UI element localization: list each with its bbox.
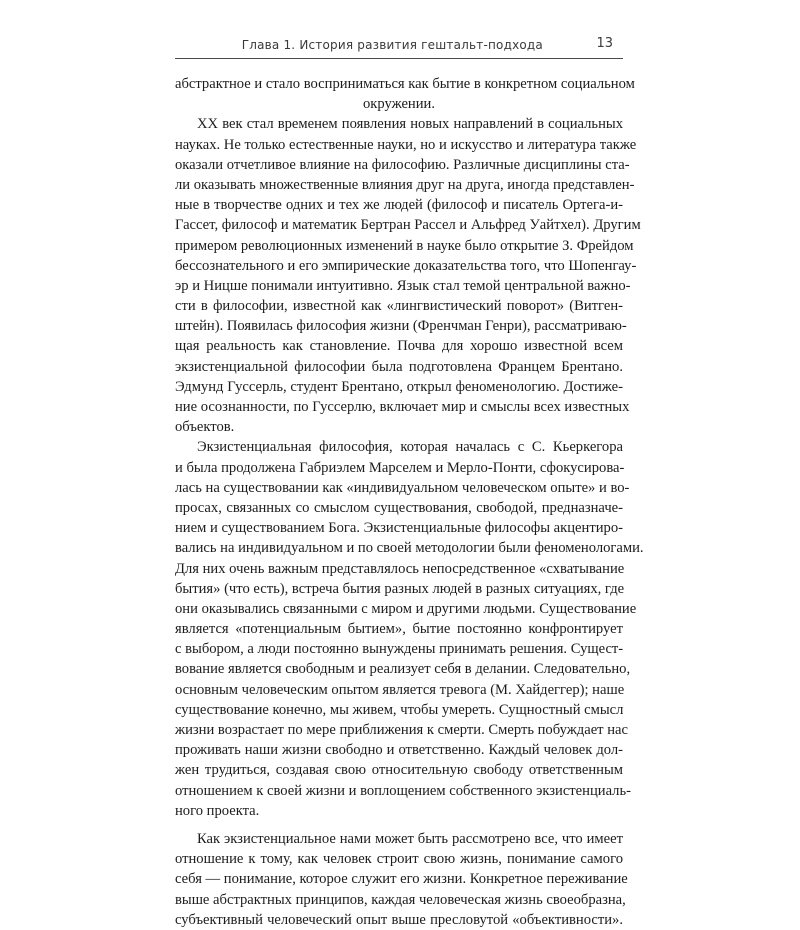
text-line: Гассет, философ и математик Бертран Рассел и Альфред Уайтхел). Другим [175,217,641,234]
text-line: эр и Ницше понимали интуитивно. Язык стал темой центральной важно- [175,277,631,294]
text-line: проживать наши жизни свободно и ответственно. Каждый человек дол- [175,742,623,759]
text-line: ного проекта. [175,802,260,819]
text-line: штейн). Появилась философия жизни (Френчман Генри), рассматриваю- [175,318,627,335]
text-line: вались на индивидуальном и по своей методологии были феноменологами. [175,540,644,557]
text-line: себя — понимание, которое служит его жизни. Конкретное переживание [175,871,628,888]
text-line: бытия» (что есть), встреча бытия разных людей в разных ситуациях, где [175,580,625,597]
text-line: субъективный человеческий опыт выше пресловутой «объективности». [175,911,623,928]
text-line: Как экзистенциальное нами может быть рассмотрено все, что имеет [197,830,623,847]
text-line: с выбором, а люди постоянно вынуждены принимать решения. Сущест- [175,641,624,658]
text-line: отношением к своей жизни и воплощением собственного экзистенциаль- [175,782,631,799]
text-line: жизни возрастает по мере приближения к смерти. Смерть побуждает нас [175,722,628,738]
paragraph [175,437,644,821]
text-line: абстрактное и стало восприниматься как бытие в конкретном социальном [175,76,635,92]
text-line: экзистенциальной философии была подготовлена Францем Брентано. [175,358,623,375]
paragraph [175,829,628,930]
text-line: основным человеческим опытом является тревога (М. Хайдеггер); наше [175,681,625,698]
chapter-running-title: Глава 1. История развития гештальт-подхода [241,38,543,52]
text-line: оказали отчетливое влияние на философию. Различные дисциплины ста- [175,156,630,173]
text-line: и была продолжена Габриэлем Марселем и Мерло-Понти, сфокусирова- [175,459,625,476]
text-line: примером революционных изменений в науке было открытие З. Фрейдом [175,237,634,254]
text-line: ние осознанности, по Гуссерлю, включает мир и смыслы всех известных [175,399,630,415]
running-header [175,36,623,59]
text-line: выше абстрактных принципов, каждая человеческая жизнь своеобразна, [175,891,626,908]
text-line: лась на существовании как «индивидуальном человеческом опыте» и во- [175,479,630,496]
text-line: они оказывались связанными с миром и другими людьми. Существование [175,600,637,617]
text-line: жен трудиться, создавая свою относительную свободу ответственным [175,762,623,779]
text-line: объектов. [175,419,235,436]
paragraph [175,114,641,437]
text-line: вование является свободным и реализует себя в делании. Следовательно, [175,661,631,678]
text-line: существование конечно, мы живем, чтобы умереть. Сущностный смысл [175,701,624,718]
text-line: Для них очень важным представлялось непосредственное «схватывание [175,560,625,577]
text-line: отношение к тому, как человек строит свою жизнь, понимание самого [175,851,623,868]
text-line: щая реальность как становление. Почва для хорошо известной всем [175,338,623,355]
text-line: бессознательного и его эмпирические доказательства того, что Шопенгау- [175,257,637,274]
text-line: нием и существованием Бога. Экзистенциальные философы акцентиро- [175,520,623,537]
text-line: Эдмунд Гуссерль, студент Брентано, открыл феноменологию. Достиже- [175,378,623,395]
text-line: просах, связанных со смыслом существования, свободой, предназначе- [175,499,623,516]
text-line: науках. Не только естественные науки, но и искусство и литература также [175,136,637,153]
text-line: XX век стал временем появления новых направлений в социальных [197,116,623,133]
body-text [175,74,644,930]
text-line: окружении. [362,96,436,113]
text-line: является «потенциальным бытием», бытие постоянно конфронтирует [175,621,623,638]
text-line: сти в философии, известной как «лингвистический поворот» (Витген- [175,298,623,315]
text-line: ли оказывать множественные влияния друг на друга, иногда представлен- [175,176,635,193]
text-line: Экзистенциальная философия, которая началась с С. Кьеркегора [197,439,623,456]
page-number: 13 [596,36,613,51]
text-line: ные в творчестве одних и тех же людей (философ и писатель Ортега-и- [175,197,623,214]
paragraph [175,74,635,114]
